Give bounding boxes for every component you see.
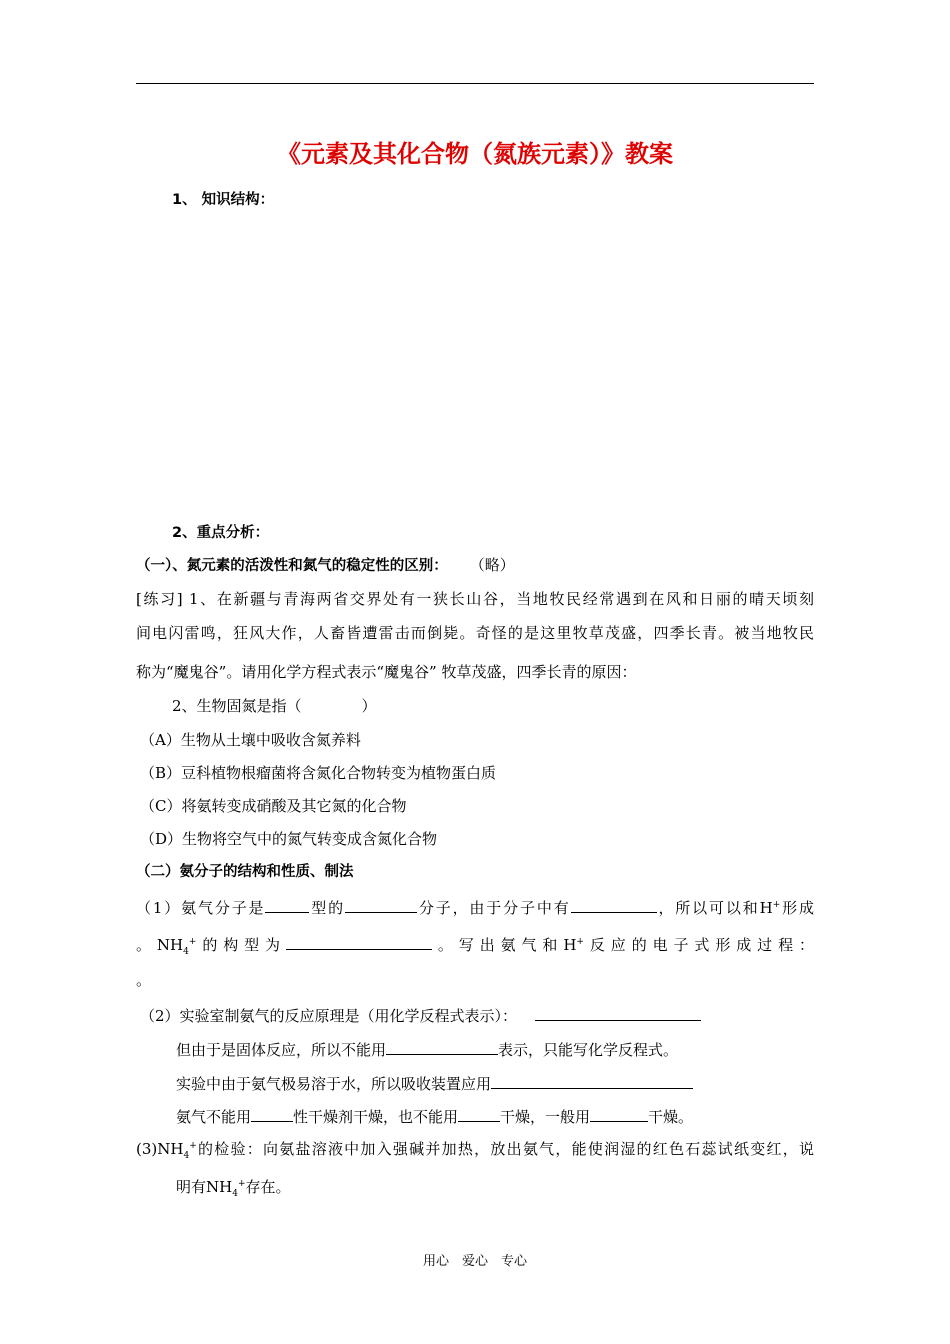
q1-sup-plus: + <box>772 900 781 910</box>
option-d: （D）生物将空气中的氮气转变成含氮化合物 <box>140 830 438 848</box>
exercise-2-stem-text: 2、生物固氮是指（ <box>172 697 302 715</box>
blank-ammonium-shape[interactable] <box>286 933 432 950</box>
q1-text-d: ，所以可以和H <box>656 899 773 917</box>
q1-text-h: 。写出氨气和H <box>431 936 577 954</box>
part-1-line <box>136 555 515 576</box>
header-rule <box>136 83 814 84</box>
q2-text-d4: 干燥。 <box>648 1108 694 1126</box>
q2-text-b1: 但由于是固体反应，所以不能用 <box>176 1041 387 1059</box>
q2-text-b2: 表示，只能写化学反程式。 <box>498 1041 679 1059</box>
option-b: （B）豆科植物根瘤菌将含氮化合物转变为植物蛋白质 <box>140 764 497 782</box>
q3-sub-4-b: 4 <box>232 1189 238 1199</box>
option-c: （C）将氨转变成硝酸及其它氮的化合物 <box>140 797 407 815</box>
part-2-heading: （二）氨分子的结构和性质、制法 <box>136 864 354 880</box>
option-a: （A）生物从土壤中吸收含氮养料 <box>140 731 361 749</box>
q1-text-a: （1）氨气分子是 <box>136 899 266 917</box>
q3-text-b2: 存在。 <box>245 1178 291 1196</box>
q2-text-c1: 实验中由于氨气极易溶于水，所以吸收装置应用 <box>176 1075 492 1093</box>
exercise-2-stem-close: ） <box>361 697 377 715</box>
section-1-heading: 1、 知识结构： <box>172 192 275 208</box>
blank-reaction-equation[interactable] <box>535 1004 701 1021</box>
q2-text-d2: 性干燥剂干燥，也不能用 <box>293 1108 459 1126</box>
question-2-line-3 <box>176 1072 693 1094</box>
question-1-line-1 <box>136 896 814 918</box>
q1-text-f: 。NH <box>136 936 184 954</box>
q3-sup-plus: + <box>189 1141 197 1151</box>
q1-sup-plus-3: + <box>576 937 584 947</box>
q1-text-i: 反应的电子式形成过程： <box>583 936 814 954</box>
q1-sub-4: 4 <box>183 947 189 957</box>
question-1-line-3: 。 <box>136 971 152 989</box>
question-2-line-1 <box>140 1004 701 1026</box>
q2-text-d3: 干燥，一般用 <box>500 1108 591 1126</box>
q1-text-b: 型的 <box>309 899 345 917</box>
q2-text-a: （2）实验室制氨气的反应原理是（用化学反程式表示）： <box>140 1007 518 1025</box>
exercise-1-line-1: [练习] 1、在新疆与青海两省交界处有一狭长山谷，当地牧民经常遇到在风和日丽的晴天顷刻 <box>136 590 814 608</box>
blank-common-drying-agent[interactable] <box>590 1105 648 1122</box>
document-title: 《元素及其化合物（氮族元素）》教案 <box>277 140 673 168</box>
question-3-line-2 <box>176 1177 291 1197</box>
question-2-line-2 <box>176 1038 678 1060</box>
blank-forbidden-drying-agent[interactable] <box>458 1105 500 1122</box>
q3-text-b1: 明有NH <box>176 1178 233 1196</box>
q3-text-a2: 的检验：向氨盐溶液中加入强碱并加热，放出氨气，能使润湿的红色石蕊试纸变红，说 <box>196 1140 814 1158</box>
q1-text-g: 的构型为 <box>196 936 286 954</box>
q2-text-d1: 氨气不能用 <box>176 1108 252 1126</box>
question-1-line-2 <box>136 933 814 955</box>
q1-text-e: 形成 <box>780 899 814 917</box>
q3-sup-plus-b: + <box>237 1179 246 1189</box>
exercise-1-line-2: 间电闪雷鸣，狂风大作，人畜皆遭雷击而倒毙。奇怪的是这里牧草茂盛，四季长青。被当地牧民 <box>136 624 814 642</box>
q1-sup-plus-2: + <box>188 937 197 947</box>
section-2-heading: 2、重点分析： <box>172 525 270 541</box>
blank-lone-pair[interactable] <box>571 896 657 913</box>
part-1-heading: （一）、氮元素的活泼性和氮气的稳定性的区别： <box>136 558 448 574</box>
blank-molecule-shape[interactable] <box>265 896 309 913</box>
blank-drying-agent-acidity[interactable] <box>251 1105 293 1122</box>
blank-molecule-polarity[interactable] <box>345 896 417 913</box>
blank-ionic-equation[interactable] <box>386 1038 498 1055</box>
q3-text-a1: (3)NH <box>136 1140 184 1158</box>
part-1-note: （略） <box>469 556 515 574</box>
blank-absorption-device[interactable] <box>491 1072 693 1089</box>
question-2-line-4 <box>176 1105 693 1127</box>
exercise-2-stem <box>172 696 377 716</box>
q3-sub-4: 4 <box>183 1151 190 1161</box>
exercise-1-line-3: 称为“魔鬼谷”。请用化学方程式表示“魔鬼谷” 牧草茂盛，四季长青的原因： <box>136 663 637 681</box>
page-footer: 用心 爱心 专心 <box>422 1254 527 1269</box>
question-3-line-1 <box>136 1139 814 1159</box>
q1-text-c: 分子，由于分子中有 <box>417 899 571 917</box>
